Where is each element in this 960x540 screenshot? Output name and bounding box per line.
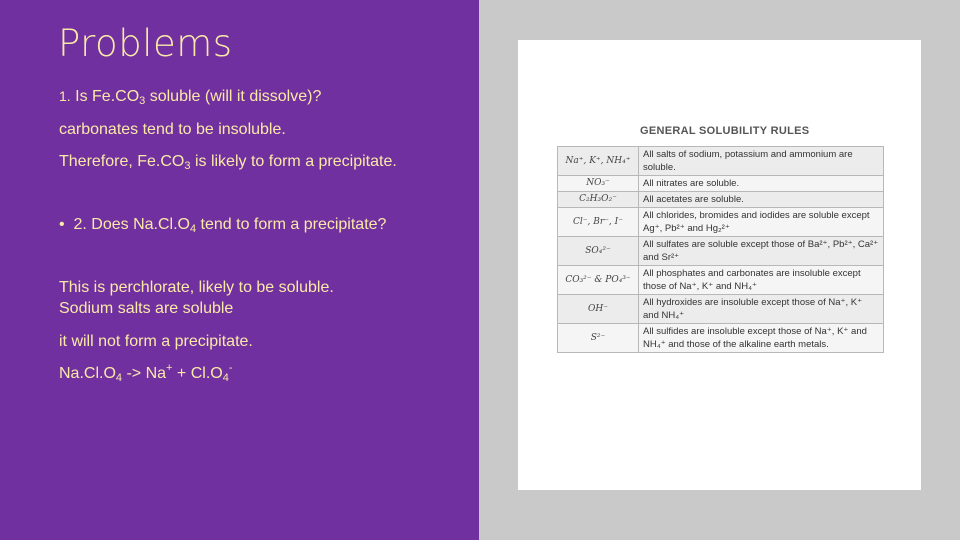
slide-title: Problems — [58, 22, 233, 65]
answer-1-line-2: Therefore, $Fe.CO_3$ is likely to form a precipitate. — [59, 153, 397, 172]
rule-cell: All hydroxides are insoluble except those of Na⁺, K⁺ and NH₄⁺ — [639, 295, 884, 324]
content-panel — [0, 0, 479, 540]
ion-cell: OH⁻ — [558, 295, 639, 324]
solubility-table — [557, 146, 884, 353]
ion-cell: CO₃²⁻ & PO₄³⁻ — [558, 266, 639, 295]
rule-cell: All acetates are soluble. — [639, 192, 884, 208]
table-row — [558, 266, 884, 295]
answer-1-line-1: carbonates tend to be insoluble. — [59, 121, 286, 138]
equation: $Na.Cl.O_4 -> Na^+ + Cl.O_4^-$ — [59, 362, 233, 384]
answer-2-line-2: Sodium salts are soluble — [59, 300, 234, 317]
answer-2-line-3: it will not form a precipitate. — [59, 333, 253, 350]
ion-cell: Na⁺, K⁺, NH₄⁺ — [558, 147, 639, 176]
table-row — [558, 324, 884, 353]
ion-cell: S²⁻ — [558, 324, 639, 353]
rule-cell: All sulfates are soluble except those of Ba²⁺, Pb²⁺, Ca²⁺ and Sr²⁺ — [639, 237, 884, 266]
ion-cell: SO₄²⁻ — [558, 237, 639, 266]
table-row — [558, 237, 884, 266]
table-row — [558, 176, 884, 192]
ion-cell: Cl⁻, Br⁻, I⁻ — [558, 208, 639, 237]
table-row — [558, 192, 884, 208]
rule-cell: All sulfides are insoluble except those of Na⁺, K⁺ and NH₄⁺ and those of the alkaline earth metals. — [639, 324, 884, 353]
question-1: 1. Is $Fe.CO_3$ soluble (will it dissolve)? — [59, 88, 322, 107]
table-row — [558, 295, 884, 324]
rule-cell: All salts of sodium, potassium and ammonium are soluble. — [639, 147, 884, 176]
rule-cell: All phosphates and carbonates are insoluble except those of Na⁺, K⁺ and NH₄⁺ — [639, 266, 884, 295]
solubility-table-title: GENERAL SOLUBILITY RULES — [640, 125, 810, 137]
rule-cell: All chlorides, bromides and iodides are soluble except Ag⁺, Pb²⁺ and Hg₂²⁺ — [639, 208, 884, 237]
ion-cell: C₂H₃O₂⁻ — [558, 192, 639, 208]
ion-cell: NO₃⁻ — [558, 176, 639, 192]
answer-2-line-1: This is perchlorate, likely to be soluble. — [59, 279, 334, 296]
rule-cell: All nitrates are soluble. — [639, 176, 884, 192]
question-2: • 2. Does $Na.Cl.O_4$ tend to form a precipitate? — [59, 216, 387, 235]
table-row — [558, 147, 884, 176]
table-row — [558, 208, 884, 237]
bullet-icon: • — [59, 216, 65, 233]
